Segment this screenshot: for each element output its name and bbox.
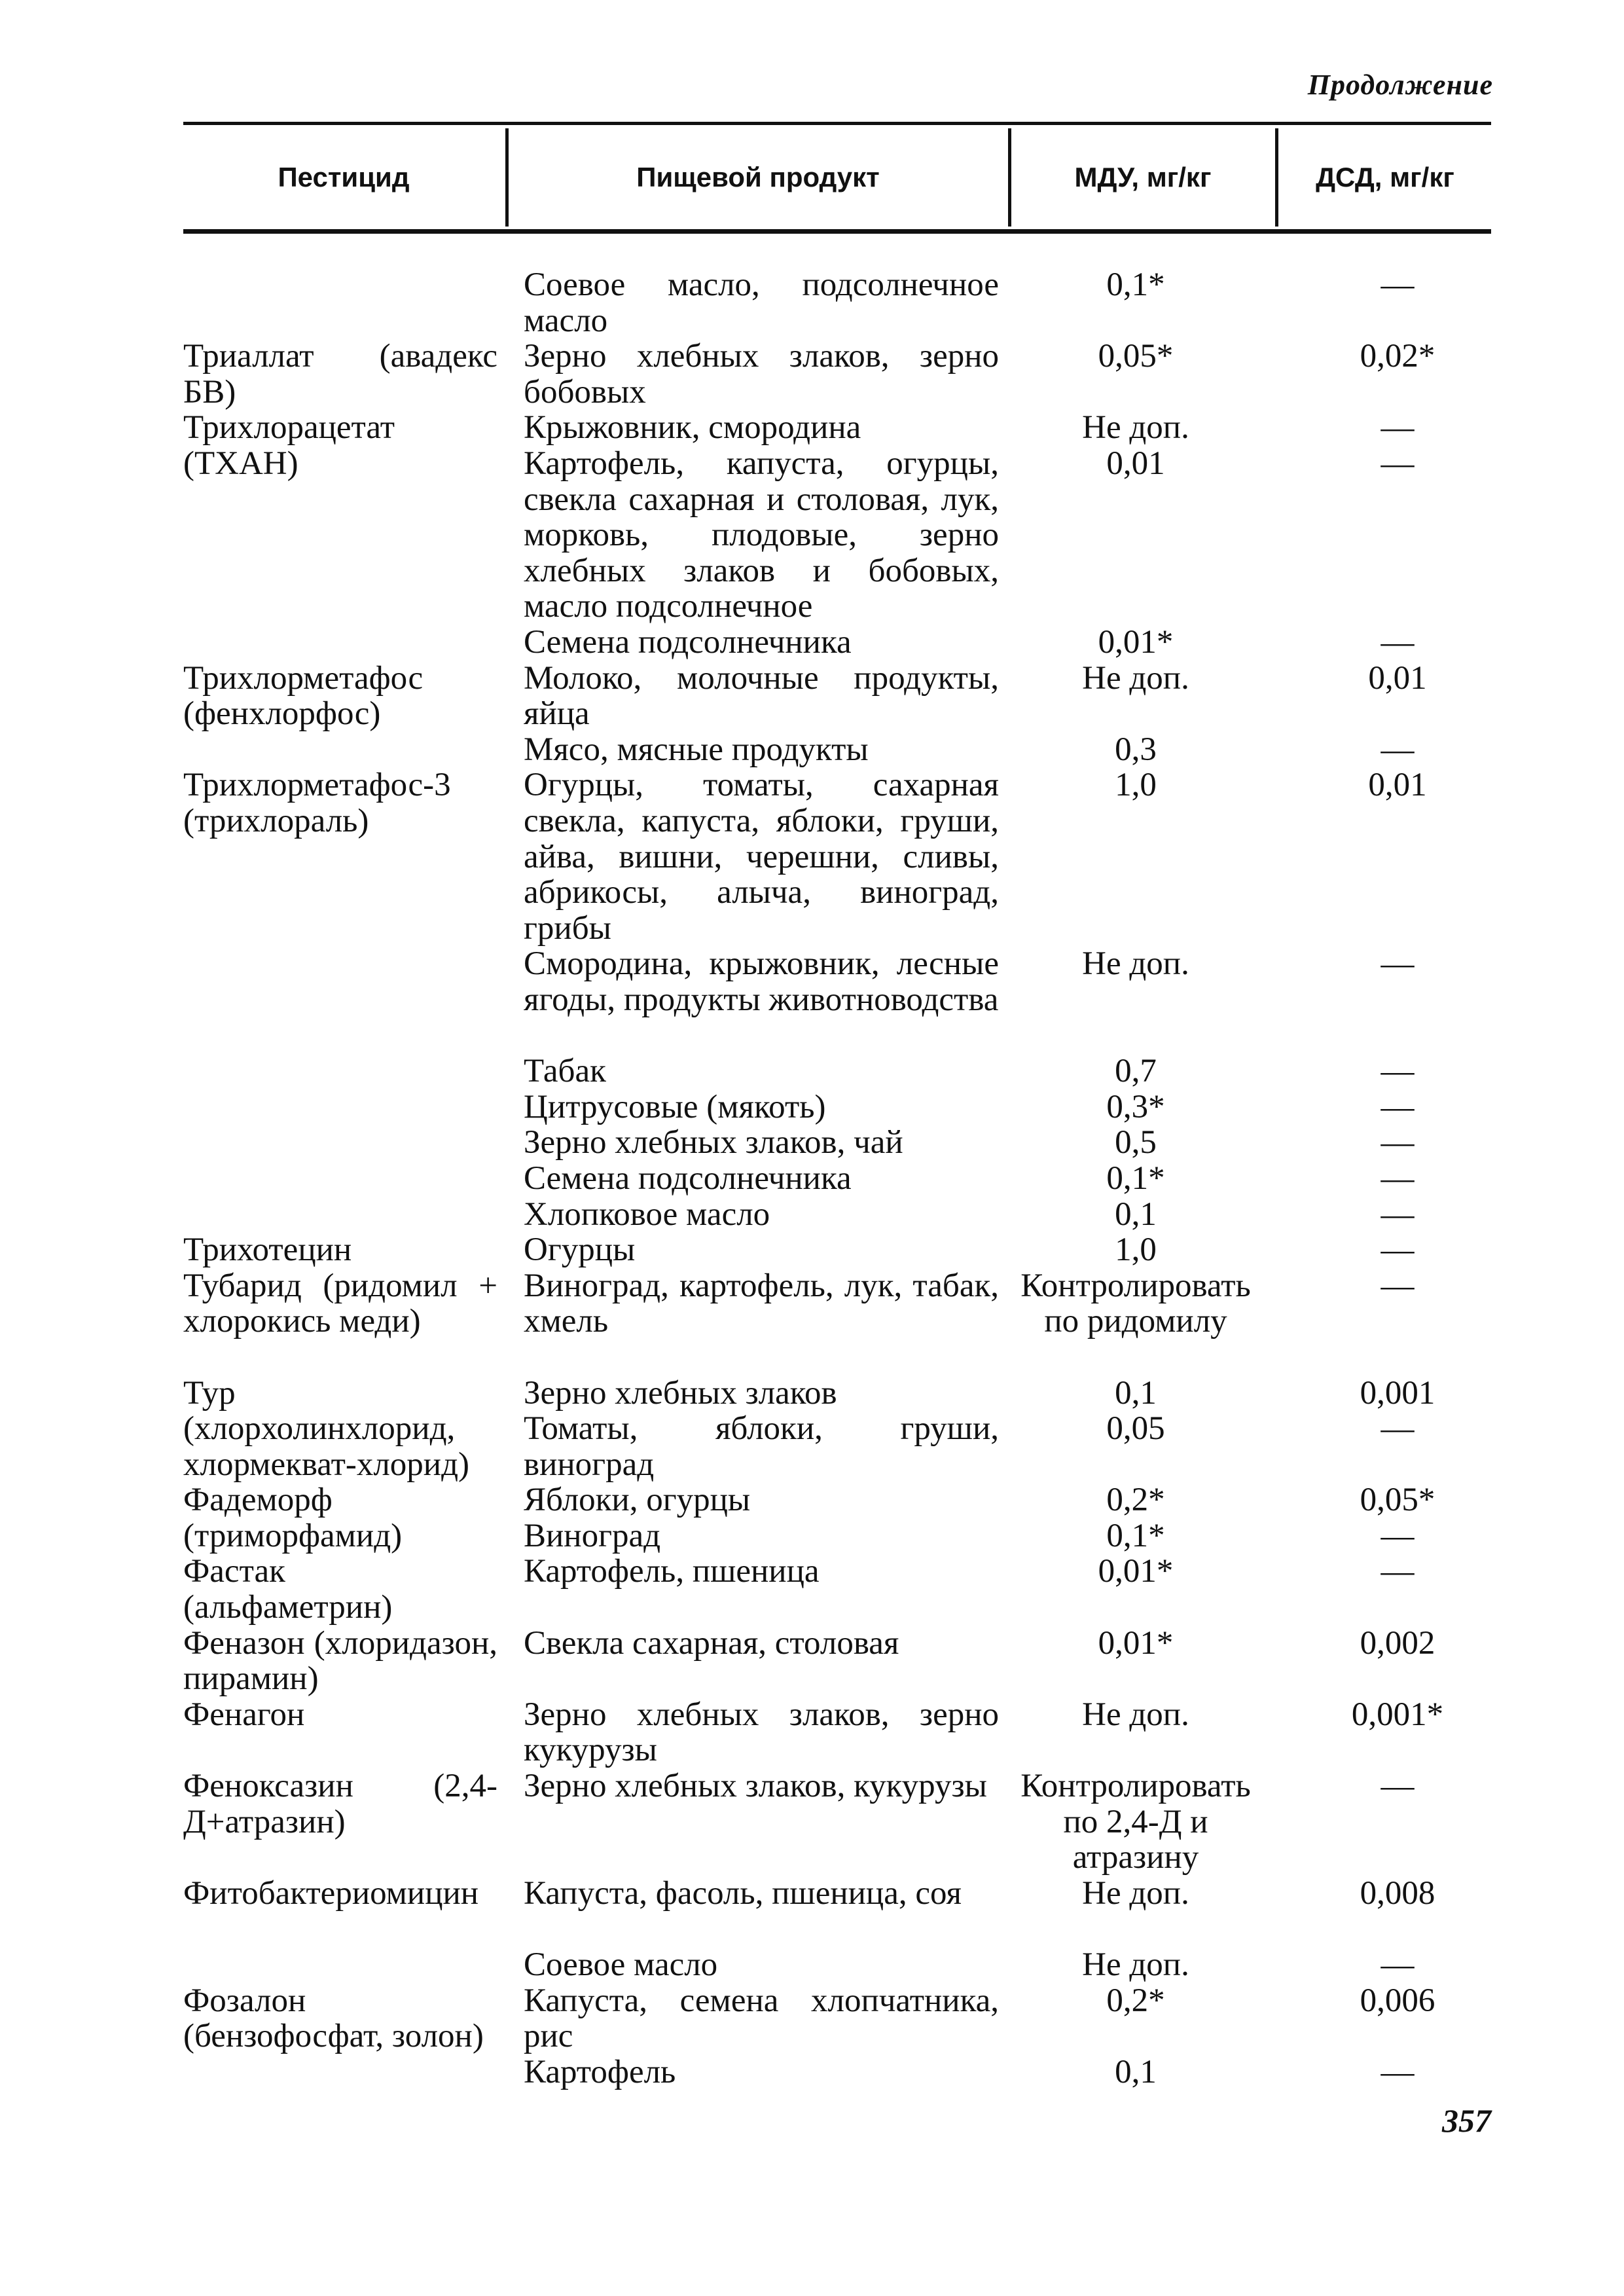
dsd-cell: — [1380,1410,1415,1448]
dsd-cell: — [1380,1267,1415,1304]
table-row [0,1697,1624,1768]
header-divider-3 [1275,128,1278,227]
mdu-cell: 1,0 [1115,767,1157,804]
pesticide-cell: Тур (хлорхолинхлорид, хлормекват-хлорид) [183,1374,470,1483]
header-pesticide: Пестицид [278,162,410,192]
food-cell: Табак [524,1053,606,1090]
food-cell: Виноград, картофель, лук, табак, хмель [524,1267,999,1340]
mdu-cell: 0,1 [1115,1195,1157,1233]
table-body [0,267,1624,2090]
dsd-cell: — [1380,623,1415,661]
food-cell: Крыжовник, смородина [524,409,861,446]
mdu-cell: Не доп. [1082,1696,1189,1733]
food-cell: Смородина, крыжовник, лесные ягоды, продукты животноводства [524,945,999,1018]
food-cell: Картофель, пшеница [524,1553,820,1590]
table-row [0,1518,1624,1554]
pesticide-cell: Феназон (хлоридазон, пирамин) [183,1624,497,1698]
mdu-cell: 0,1* [1106,266,1165,303]
mdu-cell: Контролировать по 2,4-Д и атразину [1020,1768,1251,1876]
pesticide-cell: Феноксазин (2,4-Д+атразин) [183,1768,497,1840]
mdu-cell: 0,01* [1098,1624,1174,1662]
mdu-cell: 0,7 [1115,1053,1157,1090]
food-cell: Томаты, яблоки, груши, виноград [524,1410,999,1483]
dsd-cell: — [1380,1124,1415,1161]
food-cell: Картофель, капуста, огурцы, свекла сахарная и столовая, лук, морковь, плодовые, зерно хлебных злаков и бобовых, масло подсолнечное [524,445,999,625]
dsd-cell: 0,006 [1360,1982,1435,2019]
pesticide-cell: Фадеморф (триморфамид) [183,1482,403,1554]
pesticide-cell: Фенагон [183,1696,305,1733]
pesticide-cell: Трихлорацетат (ТХАН) [183,409,395,482]
table-row [0,1626,1624,1697]
header-dsd: ДСД, мг/кг [1316,162,1454,192]
table-row [0,732,1624,768]
dsd-cell: — [1380,1088,1415,1125]
dsd-cell: 0,008 [1360,1874,1435,1912]
table-row [0,625,1624,661]
pesticide-cell: Тубарид (ридомил + хлорокись меди) [183,1267,497,1340]
dsd-cell: 0,002 [1360,1624,1435,1662]
food-cell: Капуста, семена хлопчатника, рис [524,1982,999,2055]
food-cell: Зерно хлебных злаков [524,1374,837,1412]
table-row [0,1089,1624,1125]
table-row [0,1161,1624,1197]
mdu-cell: 0,01 [1106,445,1165,482]
food-cell: Зерно хлебных злаков, зерно кукурузы [524,1696,999,1769]
dsd-cell: — [1380,945,1415,983]
table-row [0,1053,1624,1089]
food-cell: Капуста, фасоль, пшеница, соя [524,1874,962,1912]
dsd-cell: — [1380,1517,1415,1554]
food-cell: Мясо, мясные продукты [524,731,869,768]
mdu-cell: 0,05 [1106,1410,1165,1448]
mdu-cell: 0,3 [1115,731,1157,768]
table-header-bottom-rule [183,229,1491,234]
mdu-cell: 0,3* [1106,1088,1165,1125]
mdu-cell: Не доп. [1082,1874,1189,1912]
pesticide-cell: Фитобактериомицин [183,1874,479,1912]
food-cell: Картофель [524,2053,676,2090]
mdu-cell: 0,2* [1106,1482,1165,1519]
header-divider-2 [1008,128,1011,227]
table-row [0,1983,1624,2054]
pesticide-cell: Трихлорметафос (фенхлорфос) [183,659,424,733]
dsd-cell: — [1380,1231,1415,1269]
dsd-cell: 0,001* [1351,1696,1444,1733]
mdu-cell: 0,1* [1106,1159,1165,1197]
food-cell: Зерно хлебных злаков, зерно бобовых [524,338,999,410]
mdu-cell: 1,0 [1115,1231,1157,1269]
header-divider-1 [505,128,509,227]
page-number: 357 [1442,2102,1491,2139]
dsd-cell: — [1380,1195,1415,1233]
pesticide-cell: Фастак (альфаметрин) [183,1553,393,1626]
pesticide-cell: Трихлорметафос-3 (трихлораль) [183,767,451,839]
continuation-label: Продолжение [1307,69,1493,101]
table-row [0,267,1624,338]
table-row [0,2054,1624,2090]
mdu-cell: Не доп. [1082,1946,1189,1984]
dsd-cell: — [1380,2053,1415,2090]
dsd-cell: 0,01 [1368,659,1427,697]
mdu-cell: 0,1* [1106,1517,1165,1554]
pesticide-cell: Фозалон (бензофосфат, золон) [183,1982,484,2055]
header-food: Пищевой продукт [636,162,880,192]
table-row [0,1768,1624,1876]
dsd-cell: — [1380,409,1415,446]
dsd-cell: 0,001 [1360,1374,1435,1412]
table-row [0,446,1624,625]
dsd-cell: — [1380,1768,1415,1805]
table-row [0,946,1624,1053]
food-cell: Соевое масло [524,1946,718,1984]
food-cell: Свекла сахарная, столовая [524,1624,899,1662]
food-cell: Семена подсолнечника [524,623,852,661]
table-row [0,338,1624,410]
food-cell: Соевое масло, подсолнечное масло [524,266,999,339]
table-row [0,1268,1624,1376]
dsd-cell: 0,02* [1360,338,1435,375]
mdu-cell: 0,2* [1106,1982,1165,2019]
table-row [0,661,1624,732]
food-cell: Яблоки, огурцы [524,1482,751,1519]
mdu-cell: 0,5 [1115,1124,1157,1161]
food-cell: Семена подсолнечника [524,1159,852,1197]
food-cell: Виноград [524,1517,661,1554]
food-cell: Огурцы [524,1231,636,1269]
pesticide-cell: Трихотецин [183,1231,352,1269]
dsd-cell: — [1380,445,1415,482]
mdu-cell: 0,1 [1115,2053,1157,2090]
food-cell: Молоко, молочные продукты, яйца [524,659,999,733]
table-row [0,1197,1624,1233]
dsd-cell: — [1380,731,1415,768]
table-row [0,1232,1624,1268]
table-row [0,1947,1624,1983]
mdu-cell: 0,05* [1098,338,1174,375]
pesticide-cell: Триаллат (авадекс БВ) [183,338,497,410]
table-row [0,767,1624,946]
table-row [0,1876,1624,1947]
mdu-cell: Контролировать по ридомилу [1020,1267,1251,1340]
food-cell: Зерно хлебных злаков, чай [524,1124,903,1161]
dsd-cell: 0,05* [1360,1482,1435,1519]
dsd-cell: — [1380,1946,1415,1984]
mdu-cell: Не доп. [1082,659,1189,697]
mdu-cell: 0,01* [1098,1553,1174,1590]
food-cell: Хлопковое масло [524,1195,770,1233]
table-top-rule [183,122,1491,125]
table-row [0,1554,1624,1625]
header-mdu: МДУ, мг/кг [1074,162,1212,192]
mdu-cell: 0,01* [1098,623,1174,661]
mdu-cell: Не доп. [1082,409,1189,446]
dsd-cell: — [1380,266,1415,303]
table-row [0,1411,1624,1482]
dsd-cell: — [1380,1159,1415,1197]
dsd-cell: — [1380,1553,1415,1590]
food-cell: Огурцы, томаты, сахарная свекла, капуста, яблоки, груши, айва, вишни, черешни, сливы, абрикосы, алыча, виноград, грибы [524,767,999,947]
food-cell: Цитрусовые (мякоть) [524,1088,826,1125]
mdu-cell: Не доп. [1082,945,1189,983]
mdu-cell: 0,1 [1115,1374,1157,1412]
food-cell: Зерно хлебных злаков, кукурузы [524,1768,987,1805]
dsd-cell: — [1380,1053,1415,1090]
table-row [0,1125,1624,1161]
dsd-cell: 0,01 [1368,767,1427,804]
